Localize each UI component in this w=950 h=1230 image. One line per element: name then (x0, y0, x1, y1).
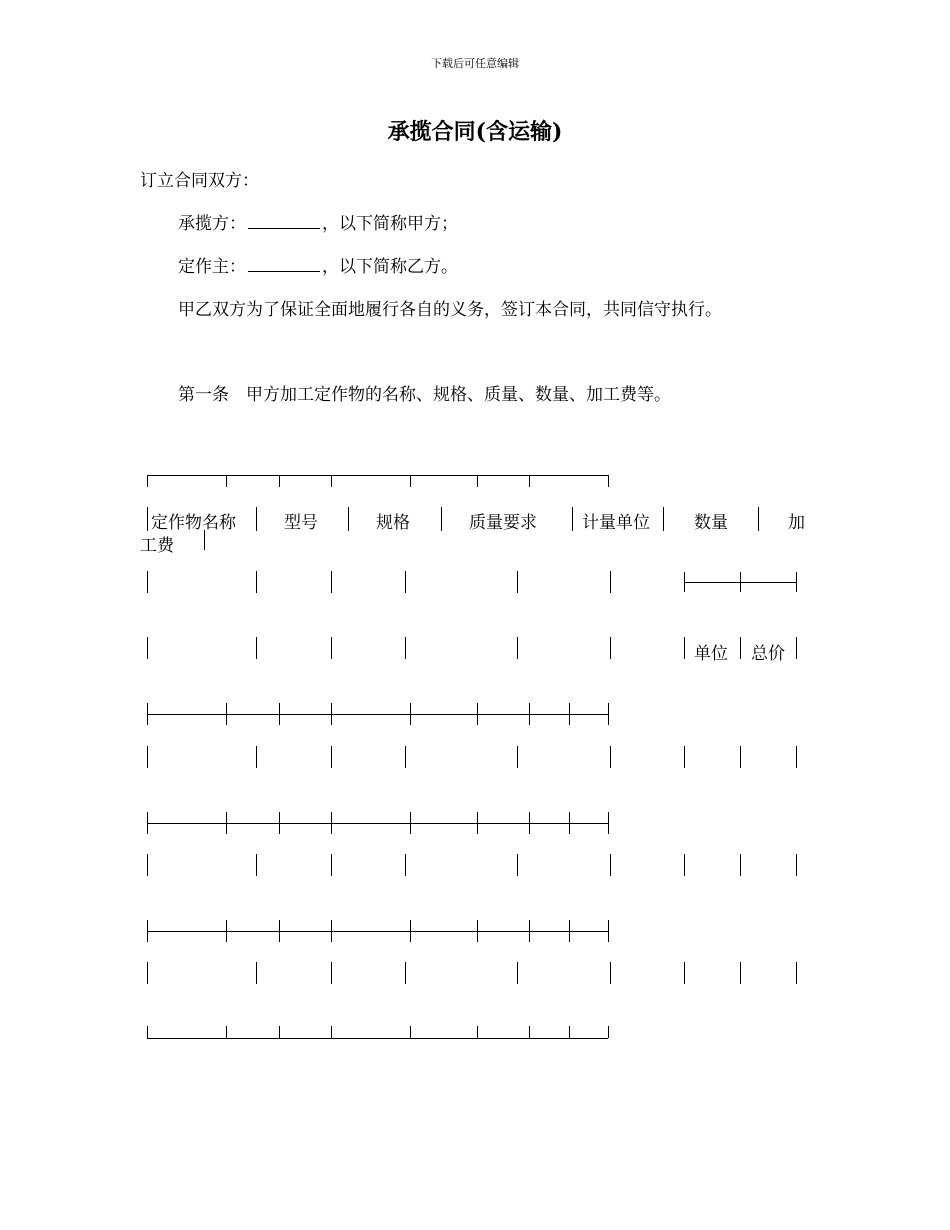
table-row-tick (331, 920, 332, 942)
row-separator (517, 571, 518, 593)
parties-intro: 订立合同双方： (140, 171, 259, 191)
table-bottom-tick (529, 1026, 530, 1038)
table-row-tick (226, 703, 227, 725)
row-separator (610, 637, 611, 659)
table-row-tick (477, 920, 478, 942)
fee-sub-total-price: 总价 (751, 644, 785, 664)
row-separator (256, 637, 257, 659)
contractor-line (178, 209, 458, 234)
data-cell-separator (740, 962, 741, 984)
page-header: 下载后可任意编辑 (431, 57, 519, 70)
header-separator (256, 507, 257, 531)
fee-sub-separator (684, 637, 685, 659)
table-bottom-tick (608, 1026, 609, 1038)
table-row-tick (569, 920, 570, 942)
client-line (178, 252, 458, 277)
fee-sub-separator (740, 637, 741, 659)
table-bottom-tick (569, 1026, 570, 1038)
table-row-tick (529, 703, 530, 725)
col-header-unit: 计量单位 (582, 513, 650, 533)
table-top-tick (147, 475, 148, 487)
row-separator (147, 637, 148, 659)
table-row-rule (147, 714, 608, 715)
row-separator (331, 571, 332, 593)
header-separator (204, 530, 205, 550)
table-row-tick (279, 812, 280, 834)
table-row-tick (608, 920, 609, 942)
col-header-quantity: 数量 (694, 513, 728, 533)
table-row-tick (279, 920, 280, 942)
table-top-tick (608, 475, 609, 487)
table-top-tick (410, 475, 411, 487)
table-row-tick (147, 703, 148, 725)
table-row-tick (410, 812, 411, 834)
table-row-tick (569, 812, 570, 834)
fee-sub-unit-price: 单位 (694, 644, 728, 664)
table-bottom-tick (147, 1026, 148, 1038)
table-row-tick (279, 703, 280, 725)
header-separator (441, 507, 442, 531)
data-cell-separator (684, 962, 685, 984)
row-separator (256, 571, 257, 593)
data-cell-separator (517, 962, 518, 984)
table-row-tick (226, 920, 227, 942)
data-cell-separator (331, 854, 332, 876)
table-top-rule (147, 475, 608, 476)
col-header-fee-part1: 加 (788, 513, 805, 533)
data-cell-separator (405, 962, 406, 984)
table-top-tick (226, 475, 227, 487)
fee-sub-tick (684, 572, 685, 592)
table-row-rule (147, 931, 608, 932)
data-cell-separator (405, 854, 406, 876)
client-label: 定作主： (178, 257, 246, 277)
data-cell-separator (256, 854, 257, 876)
table-top-tick (331, 475, 332, 487)
table-row-tick (147, 812, 148, 834)
table-row-tick (608, 703, 609, 725)
table-top-tick (279, 475, 280, 487)
col-header-spec: 规格 (376, 513, 410, 533)
table-row-tick (410, 703, 411, 725)
data-cell-separator (610, 746, 611, 768)
client-suffix: ，以下简称乙方。 (322, 257, 458, 277)
table-bottom-tick (477, 1026, 478, 1038)
table-row-tick (226, 812, 227, 834)
header-separator (147, 507, 148, 531)
table-bottom-rule (147, 1038, 608, 1039)
contractor-blank (248, 214, 320, 229)
table-row-tick (477, 703, 478, 725)
data-cell-separator (256, 746, 257, 768)
row-separator (405, 571, 406, 593)
client-blank (248, 257, 320, 272)
col-header-quality: 质量要求 (469, 513, 537, 533)
data-cell-separator (796, 854, 797, 876)
row-separator (610, 571, 611, 593)
col-header-model: 型号 (284, 513, 318, 533)
data-cell-separator (147, 746, 148, 768)
data-cell-separator (147, 962, 148, 984)
table-row-tick (529, 920, 530, 942)
data-cell-separator (331, 746, 332, 768)
table-row-rule (147, 823, 608, 824)
preamble: 甲乙双方为了保证全面地履行各自的义务，签订本合同，共同信守执行。 (178, 300, 722, 320)
data-cell-separator (147, 854, 148, 876)
header-separator (348, 507, 349, 531)
data-cell-separator (256, 962, 257, 984)
data-cell-separator (740, 746, 741, 768)
table-bottom-tick (331, 1026, 332, 1038)
data-cell-separator (796, 962, 797, 984)
data-cell-separator (740, 854, 741, 876)
data-cell-separator (684, 854, 685, 876)
row-separator (517, 637, 518, 659)
table-bottom-tick (410, 1026, 411, 1038)
data-cell-separator (517, 854, 518, 876)
contractor-label: 承揽方： (178, 214, 246, 234)
header-separator (572, 507, 573, 531)
fee-sub-tick (796, 572, 797, 592)
table-bottom-tick (279, 1026, 280, 1038)
data-cell-separator (610, 854, 611, 876)
table-row-tick (331, 812, 332, 834)
row-separator (405, 637, 406, 659)
contractor-suffix: ，以下简称甲方； (322, 214, 458, 234)
table-top-tick (529, 475, 530, 487)
data-cell-separator (517, 746, 518, 768)
table-row-tick (147, 920, 148, 942)
col-header-name: 定作物名称 (151, 513, 236, 533)
table-top-tick (477, 475, 478, 487)
contract-title: 承揽合同(含运输) (387, 119, 563, 145)
data-cell-separator (405, 746, 406, 768)
table-row-tick (529, 812, 530, 834)
data-cell-separator (796, 746, 797, 768)
header-separator (663, 507, 664, 531)
col-header-fee-part2: 工费 (140, 536, 174, 556)
table-bottom-tick (226, 1026, 227, 1038)
data-cell-separator (610, 962, 611, 984)
table-row-tick (477, 812, 478, 834)
article-1: 第一条 甲方加工定作物的名称、规格、质量、数量、加工费等。 (178, 385, 671, 405)
row-separator (331, 637, 332, 659)
table-row-tick (331, 703, 332, 725)
data-cell-separator (684, 746, 685, 768)
table-row-tick (569, 703, 570, 725)
row-separator (147, 571, 148, 593)
table-row-tick (410, 920, 411, 942)
data-cell-separator (331, 962, 332, 984)
fee-sub-separator (796, 637, 797, 659)
fee-sub-tick (740, 572, 741, 592)
table-row-tick (608, 812, 609, 834)
header-separator (758, 507, 759, 531)
